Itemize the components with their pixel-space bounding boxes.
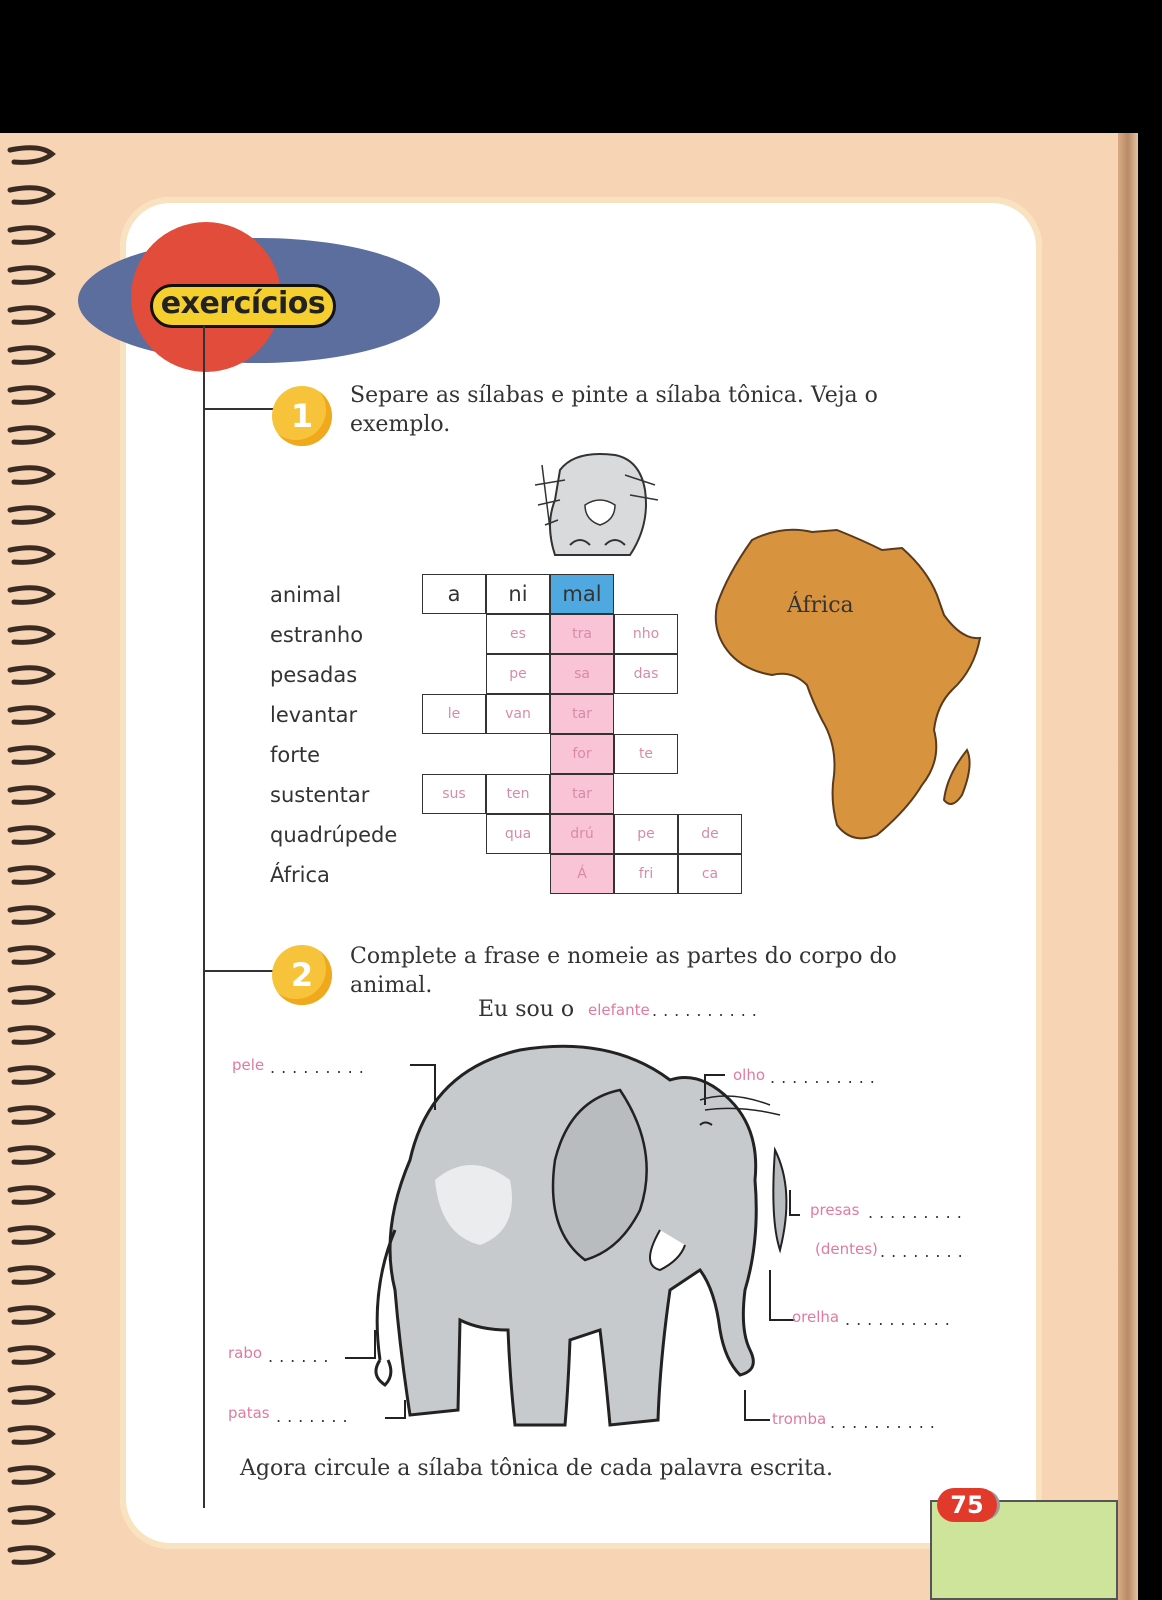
syllable-cell: pe: [614, 814, 678, 854]
label-dentes: (dentes): [815, 1240, 878, 1258]
label-rabo: rabo: [228, 1344, 263, 1362]
footer-instruction: Agora circule a sílaba tônica de cada palavra escrita.: [240, 1456, 834, 1481]
label-tromba: tromba: [772, 1410, 827, 1428]
sentence-dots: ..........: [652, 1001, 763, 1020]
syllable-cell: nho: [614, 614, 678, 654]
dots-rabo: ......: [268, 1347, 335, 1366]
syllable-cell-tonic: drú: [550, 814, 614, 854]
syllable-cell: ni: [486, 574, 550, 614]
label-presas: presas: [810, 1201, 860, 1219]
label-olho: olho: [733, 1066, 766, 1084]
word-levantar: levantar: [270, 703, 358, 727]
dots-olho: ..........: [770, 1068, 881, 1087]
dots-pele: .........: [270, 1058, 370, 1077]
syllable-cell: ca: [678, 854, 742, 894]
exercise-2-instruction: Complete a frase e nomeie as partes do corpo do animal.: [350, 944, 897, 998]
syllable-cell-tonic: tar: [550, 694, 614, 734]
syllable-cell-tonic: sa: [550, 654, 614, 694]
dots-orelha: ..........: [845, 1310, 956, 1329]
syllable-cell: le: [422, 694, 486, 734]
syllable-cell: es: [486, 614, 550, 654]
syllable-cell: pe: [486, 654, 550, 694]
label-orelha: orelha: [792, 1308, 840, 1326]
sentence-prefix: Eu sou o: [478, 997, 575, 1022]
label-pele: pele: [232, 1056, 265, 1074]
dots-dentes: ........: [880, 1242, 969, 1261]
dots-tromba: ..........: [830, 1413, 941, 1432]
word-forte: forte: [270, 743, 321, 767]
syllable-cell: ten: [486, 774, 550, 814]
syllable-cell: fri: [614, 854, 678, 894]
syllable-cell: sus: [422, 774, 486, 814]
syllable-cell-tonic: for: [550, 734, 614, 774]
section-title: exercícios: [160, 286, 326, 321]
word-estranho: estranho: [270, 623, 364, 647]
syllable-cell: das: [614, 654, 678, 694]
exercise-1-instruction: Separe as sílabas e pinte a sílaba tônica. Veja o exemplo.: [350, 383, 878, 437]
word-africa: África: [270, 863, 330, 887]
dots-presas: .........: [868, 1203, 968, 1222]
africa-label: África: [787, 593, 854, 618]
label-patas: patas: [228, 1404, 270, 1422]
syllable-cell: a: [422, 574, 486, 614]
word-pesadas: pesadas: [270, 663, 358, 687]
syllable-cell-tonic: Á: [550, 854, 614, 894]
exercise-2-number: 2: [272, 945, 332, 1005]
word-animal: animal: [270, 583, 342, 607]
exercise-1-number: 1: [272, 386, 332, 446]
word-quadrupede: quadrúpede: [270, 823, 398, 847]
syllable-cell-tonic: tra: [550, 614, 614, 654]
syllable-cell: de: [678, 814, 742, 854]
syllable-cell: qua: [486, 814, 550, 854]
syllable-cell: van: [486, 694, 550, 734]
syllable-cell-tonic: mal: [550, 574, 614, 614]
dots-patas: .......: [276, 1407, 354, 1426]
syllable-cell-tonic: tar: [550, 774, 614, 814]
page-number: 75: [937, 1488, 997, 1522]
sentence-answer: elefante: [588, 1001, 650, 1019]
syllable-cell: te: [614, 734, 678, 774]
word-sustentar: sustentar: [270, 783, 370, 807]
